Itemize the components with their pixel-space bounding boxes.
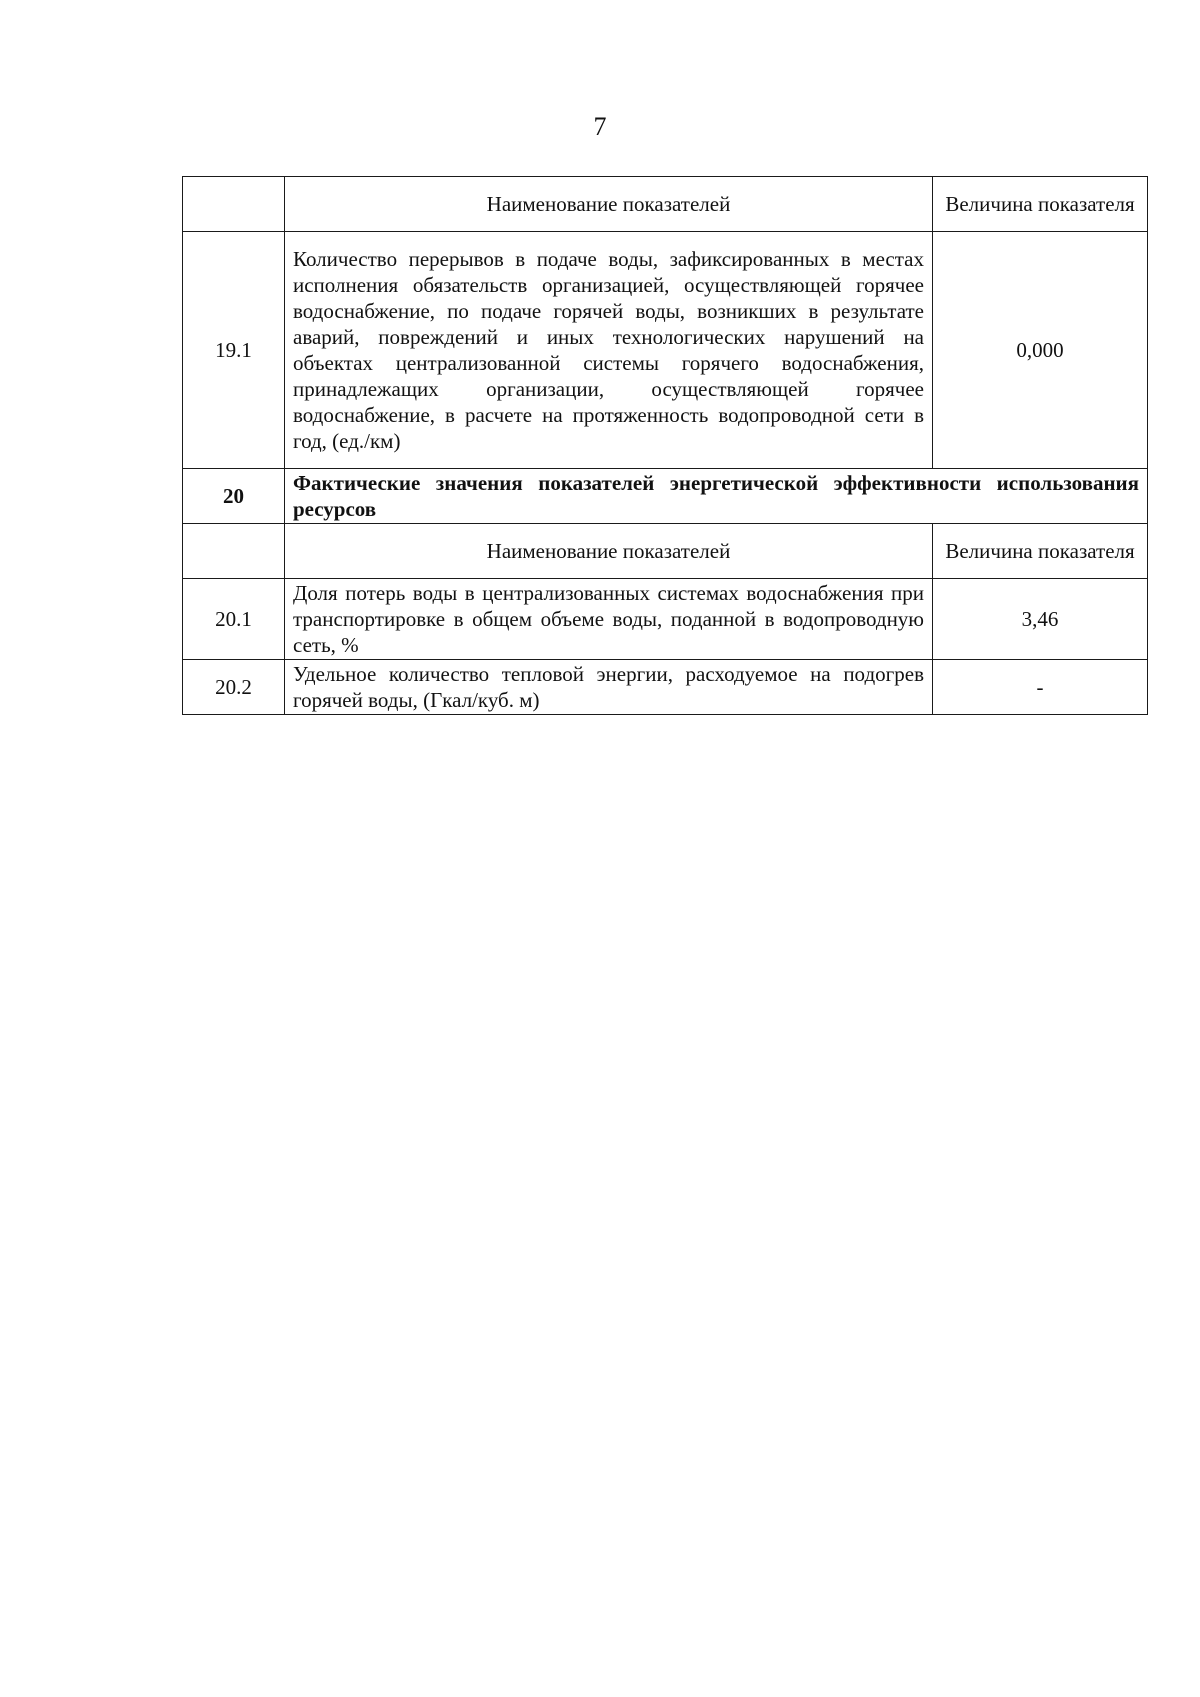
header-value-cell: Величина показателя xyxy=(933,177,1148,232)
row-name-cell: Количество перерывов в подаче воды, зафиксированных в местах исполнения обязательств организацией, осуществляющей горячее водоснабжение, по подаче горячей воды, возникших в результате аварий, повреждений и иных технологических нарушений на объектах централизованной системы горячего водоснабжения, принадлежащих организации, осуществляющей горячее водоснабжение, в расчете на протяженность водопроводной сети в год, (ед./км) xyxy=(285,232,933,469)
indicators-table xyxy=(182,176,1148,715)
header-num-cell xyxy=(183,524,285,579)
section-header-row xyxy=(183,524,1148,579)
header-value-cell: Величина показателя xyxy=(933,524,1148,579)
header-name-cell: Наименование показателей xyxy=(285,524,933,579)
row-value-cell: 0,000 xyxy=(933,232,1148,469)
section-row xyxy=(183,469,1148,524)
row-num-cell: 20.2 xyxy=(183,660,285,715)
section-num-cell: 20 xyxy=(183,469,285,524)
header-name-cell: Наименование показателей xyxy=(285,177,933,232)
table-row xyxy=(183,660,1148,715)
row-name-cell: Доля потерь воды в централизованных системах водоснабжения при транспортировке в общем объеме воды, поданной в водопроводную сеть, % xyxy=(285,579,933,660)
section-title-cell: Фактические значения показателей энергетической эффективности использования ресурсов xyxy=(285,469,1148,524)
header-num-cell xyxy=(183,177,285,232)
row-name-cell: Удельное количество тепловой энергии, расходуемое на подогрев горячей воды, (Гкал/куб. м) xyxy=(285,660,933,715)
row-num-cell: 19.1 xyxy=(183,232,285,469)
row-value-cell: - xyxy=(933,660,1148,715)
table-row xyxy=(183,579,1148,660)
row-num-cell: 20.1 xyxy=(183,579,285,660)
table-header-row xyxy=(183,177,1148,232)
table-row xyxy=(183,232,1148,469)
page-number: 7 xyxy=(593,112,607,141)
row-value-cell: 3,46 xyxy=(933,579,1148,660)
